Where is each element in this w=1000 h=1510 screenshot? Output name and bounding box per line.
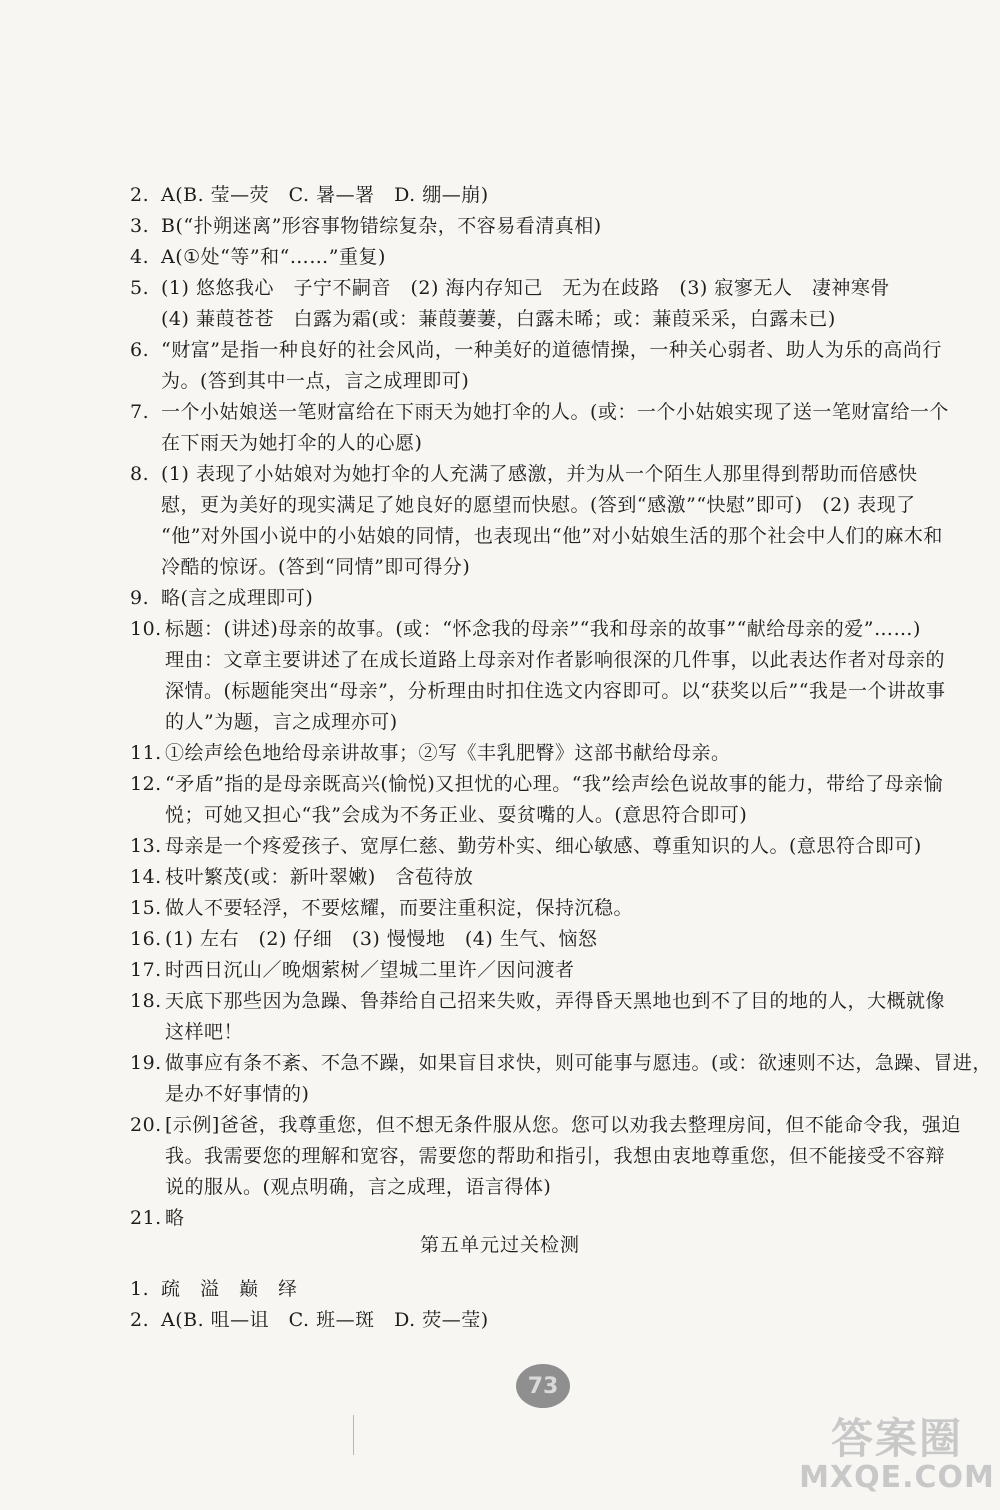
page-number: 73 [527,1373,559,1399]
answer-text [161,1305,960,1336]
answer-line: B(“扑朔迷离”形容事物错综复杂，不容易看清真相) [161,215,602,237]
answer-number: 2. [130,1309,150,1331]
answer-number: 8. [130,463,150,485]
answer-line: 一个小姑娘送一笔财富给在下雨天为她打伞的人。(或：一个小姑娘实现了送一笔财富给一个 [161,401,949,423]
answer-text [161,273,960,335]
answer-text [165,831,960,862]
answer-line: 为。(答到其中一点，言之成理即可) [161,370,470,392]
answer-number: 4. [130,246,150,268]
watermark-logo [799,1410,995,1500]
answer-text [161,459,960,583]
answer-number: 10. [130,618,162,640]
answer-number: 17. [130,959,162,981]
answer-number: 16. [130,928,162,950]
answer-line: “他”对外国小说中的小姑娘的同情，也表现出“他”对小姑娘生活的那个社会中人们的麻木和 [161,525,943,547]
answer-line: A(B. 咀—诅 C. 班—斑 D. 荧—莹) [161,1309,489,1331]
answer-text [165,769,960,831]
answer-text [161,1274,960,1305]
answer-line: 冷酷的惊讶。(答到“同情”即可得分) [161,556,471,578]
answer-line: 悦；可她又担心“我”会成为不务正业、耍贫嘴的人。(意思符合即可) [165,804,748,826]
answer-line: 这样吧！ [165,1021,244,1043]
answer-line: 深情。(标题能突出“母亲”，分析理由时扣住选文内容即可。以“获奖以后”“我是一个讲故事 [165,680,946,702]
answer-item [130,614,960,738]
answer-line: (1) 左右 (2) 仔细 (3) 慢慢地 (4) 生气、恼怒 [165,928,598,950]
watermark-url: MXQE.COM [799,1460,995,1495]
answer-item [130,831,960,862]
answer-number: 19. [130,1052,162,1074]
answer-number: 7. [130,401,150,423]
answer-text [165,924,960,955]
answer-line: 我。我需要您的理解和宽容，需要您的帮助和指引，我想由衷地尊重您，但不能接受不容辩 [165,1145,946,1167]
answer-line: (1) 表现了小姑娘对为她打伞的人充满了感激，并为从一个陌生人那里得到帮助而倍感快 [161,463,918,485]
answer-item [130,769,960,831]
answer-line: 慰，更为美好的现实满足了她良好的愿望而快慰。(答到“感激”“快慰”即可) (2) 表现了 [161,494,916,516]
answer-item [130,1274,960,1305]
answer-text [165,614,960,738]
answer-text [161,583,960,614]
answer-line: 时西日沉山／晚烟萦树／望城二里许／因问渡者 [165,959,575,981]
answer-number: 5. [130,277,150,299]
answer-item [130,955,960,986]
answer-item [130,893,960,924]
answer-line: ①绘声绘色地给母亲讲故事；②写《丰乳肥臀》这部书献给母亲。 [165,742,731,764]
answer-line: “财富”是指一种良好的社会风尚，一种美好的道德情操，一种关心弱者、助人为乐的高尚行 [161,339,942,361]
answer-line: (4) 蒹葭苍苍 白露为霜(或：蒹葭萋萋，白露未晞；或：蒹葭采采，白露未已) [161,308,836,330]
answer-text [165,986,960,1048]
answer-number: 13. [130,835,162,857]
answer-line: 做事应有条不紊、不急不躁，如果盲目求快，则可能事与愿违。(或：欲速则不达，急躁、冒进， [165,1052,992,1074]
answer-line: A(①处“等”和“……”重复) [161,246,386,268]
answer-list-unit5 [130,1274,960,1336]
answer-line: 略(言之成理即可) [161,587,314,609]
watermark-text: 答案圈 [830,1414,963,1463]
answer-item [130,862,960,893]
answer-text [165,1048,992,1110]
answer-number: 12. [130,773,162,795]
answer-number: 3. [130,215,150,237]
answer-item [130,924,960,955]
answer-line: A(B. 莹—荧 C. 暑—署 D. 绷—崩) [161,184,489,206]
answer-item [130,1048,992,1110]
section-title: 第五单元过关检测 [419,1234,580,1256]
answer-item [130,1110,960,1203]
answer-number: 9. [130,587,150,609]
answer-number: 14. [130,866,162,888]
answer-list [130,180,992,1234]
answer-item [130,459,960,583]
answer-number: 21. [130,1207,162,1229]
answer-line: 天底下那些因为急躁、鲁莽给自己招来失败，弄得昏天黑地也到不了目的地的人，大概就像 [165,990,946,1012]
answer-line: 标题：(讲述)母亲的故事。(或：“怀念我的母亲”“我和母亲的故事”“献给母亲的爱”……) [165,618,921,640]
answer-line: (1) 悠悠我心 子宁不嗣音 (2) 海内存知己 无为在歧路 (3) 寂寥无人 凄神寒骨 [161,277,890,299]
answer-item [130,180,960,211]
page-number-badge [516,1364,570,1408]
answer-number: 15. [130,897,162,919]
answer-text [165,893,960,924]
answer-item [130,583,960,614]
answer-text [161,397,960,459]
answer-text [165,738,960,769]
answer-item [130,335,960,397]
answer-number: 2. [130,184,150,206]
answer-item [130,242,960,273]
divider-line [353,1415,354,1455]
answer-line: 略 [165,1207,185,1229]
answer-number: 11. [130,742,162,764]
answer-line: 的人”为题，言之成理亦可) [165,711,398,733]
answer-line: “矛盾”指的是母亲既高兴(愉悦)又担忧的心理。“我”绘声绘色说故事的能力，带给了母亲愉 [165,773,944,795]
answer-number: 18. [130,990,162,1012]
answer-item [130,1305,960,1336]
answer-text [161,211,960,242]
answer-number: 20. [130,1114,162,1136]
answer-item [130,397,960,459]
answer-line: 做人不要轻浮，不要炫耀，而要注重积淀，保持沉稳。 [165,897,634,919]
answer-item [130,211,960,242]
answer-text [165,955,960,986]
answer-text [165,1110,961,1203]
answer-number: 6. [130,339,150,361]
answer-text [161,335,960,397]
answer-number: 1. [130,1278,150,1300]
answer-line: 枝叶繁茂(或：新叶翠嫩) 含苞待放 [165,866,474,888]
answer-line: 疏 溢 巅 绎 [161,1278,298,1300]
answer-line: 理由：文章主要讲述了在成长道路上母亲对作者影响很深的几件事，以此表达作者对母亲的 [165,649,946,671]
answer-text [161,180,960,211]
answer-text [161,242,960,273]
answer-text [165,862,960,893]
answer-line: 母亲是一个疼爱孩子、宽厚仁慈、勤劳朴实、细心敏感、尊重知识的人。(意思符合即可) [165,835,922,857]
answer-item [130,273,960,335]
answer-item [130,986,960,1048]
answer-item [130,738,960,769]
answer-line: [示例]爸爸，我尊重您，但不想无条件服从您。您可以劝我去整理房间，但不能命令我，强迫 [165,1114,961,1136]
answer-line: 是办不好事情的) [165,1083,310,1105]
answer-line: 说的服从。(观点明确，言之成理，语言得体) [165,1176,552,1198]
answer-line: 在下雨天为她打伞的人的心愿) [161,432,423,454]
